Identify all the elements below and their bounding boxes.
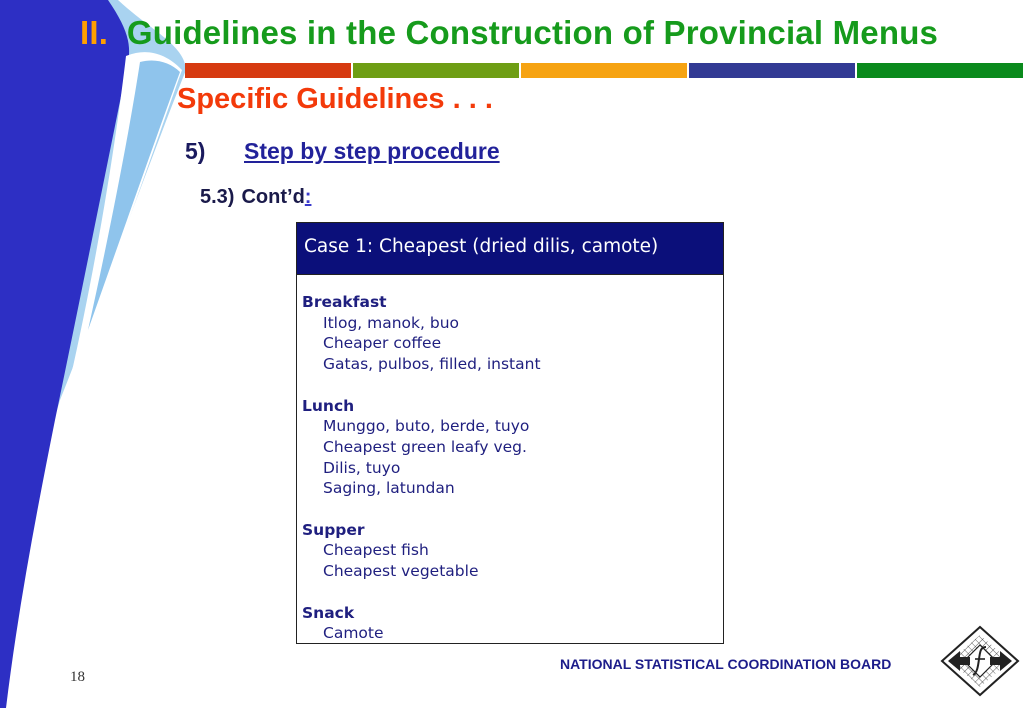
- color-bar-segment: [351, 63, 519, 78]
- left-decoration: [0, 0, 200, 708]
- page-number: 18: [70, 669, 85, 685]
- meal-item: Cheapest fish: [323, 541, 429, 560]
- menu-table: [296, 222, 724, 644]
- color-bar-segment: [519, 63, 687, 78]
- meal-supper: [302, 520, 723, 582]
- nscb-logo-icon: [940, 625, 1020, 697]
- color-bar-segment: [855, 63, 1023, 78]
- color-bar: [185, 63, 1023, 78]
- title-number: II.: [80, 14, 109, 51]
- meal-item: Cheapest green leafy veg.: [323, 437, 527, 456]
- meal-name: Snack: [302, 603, 355, 622]
- section-subtitle: Specific Guidelines . . .: [177, 83, 493, 115]
- step-link[interactable]: Step by step procedure: [244, 138, 500, 164]
- organization-name: NATIONAL STATISTICAL COORDINATION BOARD: [560, 656, 892, 672]
- meal-snack: [302, 603, 723, 644]
- meal-item: Itlog, manok, buo: [323, 313, 460, 332]
- meal-lunch: [302, 396, 723, 500]
- substep-text: Cont’d: [241, 186, 305, 208]
- meal-breakfast: [302, 292, 723, 375]
- substep-colon: :: [304, 186, 312, 208]
- meal-item: Saging, latundan: [323, 479, 455, 498]
- meal-name: Breakfast: [302, 293, 387, 311]
- substep: [200, 186, 311, 209]
- meal-item: Gatas, pulbos, filled, instant: [323, 355, 541, 374]
- meal-item: Cheaper coffee: [323, 334, 442, 353]
- meal-item: Dilis, tuyo: [323, 458, 401, 477]
- meal-item: Munggo, buto, berde, tuyo: [323, 417, 530, 436]
- title-text: Guidelines in the Construction of Provincial Menus: [126, 14, 939, 51]
- meal-name: Lunch: [302, 396, 355, 415]
- menu-header: Case 1: Cheapest (dried dilis, camote): [297, 223, 723, 275]
- color-bar-segment: [185, 63, 351, 78]
- substep-number: 5.3): [200, 186, 235, 208]
- meal-item: Camote: [323, 624, 384, 643]
- meal-name: Supper: [302, 520, 365, 539]
- menu-body: [297, 275, 723, 644]
- slide-title: [80, 14, 938, 52]
- step-number: 5): [185, 138, 206, 164]
- meal-item: Cheapest vegetable: [323, 562, 479, 581]
- color-bar-segment: [687, 63, 855, 78]
